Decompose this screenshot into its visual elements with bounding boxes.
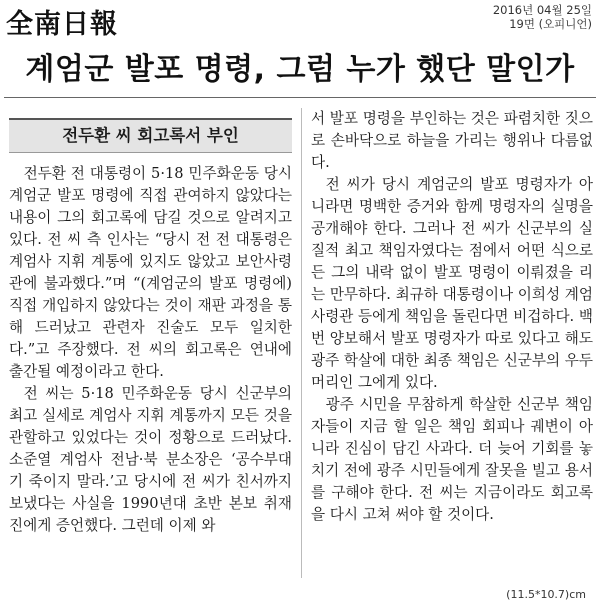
clipping-size-note: (11.5*10.7)cm bbox=[506, 588, 586, 601]
article-headline: 계엄군 발포 명령, 그럼 누가 했단 말인가 bbox=[25, 52, 575, 87]
right-paragraph-2: 전 씨가 당시 계엄군의 발포 명령자가 아니라면 명백한 증거와 함께 명령자의 실명을 공개해야 한다. 그러나 전 씨가 신군부의 실질적 최고 책임자였다는 점에서 어떤 식으로든 그의 내락 없이 발포 명령이 이뤄졌을 리는 만무하다. 최규하 대통령이나 이희성 계엄사령관 등에게 책임을 돌린다면 비겁하다. 백 번 양보해서 발포 명령자가 따로 있다고 해도 광주 학살에 대한 최종 책임은 신군부의 우두머리인 그에게 있다. bbox=[311, 176, 593, 391]
left-paragraph-1: 전두환 전 대통령이 5·18 민주화운동 당시 계엄군 발포 명령에 직접 관여하지 않았다는 내용이 그의 회고록에 담길 것으로 알려지고 있다. 전 씨 측 인사는 “당시 전 전 대통령은 계엄사 지휘 계통에 있지도 않았고 보안사령관에 불과했다.”며 “(계엄군의 발포 명령에) 직접 개입하지 않았다는 것이 재판 과정을 통해 드러났고 관련자 진술도 모두 일치한다.”고 주장했다. 전 씨의 회고록은 연내에 출간될 예정이라고 한다. bbox=[9, 165, 292, 380]
article-subhead: 전두환 씨 회고록서 부인 bbox=[9, 118, 292, 153]
right-paragraph-1: 서 발포 명령을 부인하는 것은 파렴치한 짓으로 손바닥으로 하늘을 가리는 행위나 다름없다. bbox=[311, 110, 593, 171]
left-paragraph-2: 전 씨는 5·18 민주화운동 당시 신군부의 최고 실세로 계엄사 지휘 계통까지 모든 것을 관할하고 있었다는 것이 정황으로 드러났다. 소준열 계엄사 전남·북 분소장은 ‘공수부대 기 죽이지 말라.’고 당시에 전 씨가 친서까지 보냈다는 사실을 1990년대 초반 본보 취재진에게 증언했다. 그런데 이제 와 bbox=[9, 385, 292, 534]
right-column bbox=[311, 108, 593, 526]
right-paragraph-3: 광주 시민을 무참하게 학살한 신군부 책임자들이 지금 할 일은 책임 회피나 궤변이 아니라 진심이 담긴 사과다. 더 늦어 기회를 놓치기 전에 광주 시민들에게 잘못을 빌고 용서를 구해야 한다. 전 씨는 지금이라도 회고록을 다시 고쳐 써야 할 것이다. bbox=[311, 396, 593, 523]
publication-date: 2016년 04월 25일 bbox=[492, 3, 592, 17]
newspaper-masthead: 全南日報 bbox=[6, 9, 118, 40]
headline-rule bbox=[4, 97, 596, 98]
page-section: 19면 (오피니언) bbox=[509, 17, 592, 31]
column-divider bbox=[301, 108, 302, 578]
publication-meta bbox=[493, 3, 592, 31]
left-column bbox=[9, 108, 292, 537]
